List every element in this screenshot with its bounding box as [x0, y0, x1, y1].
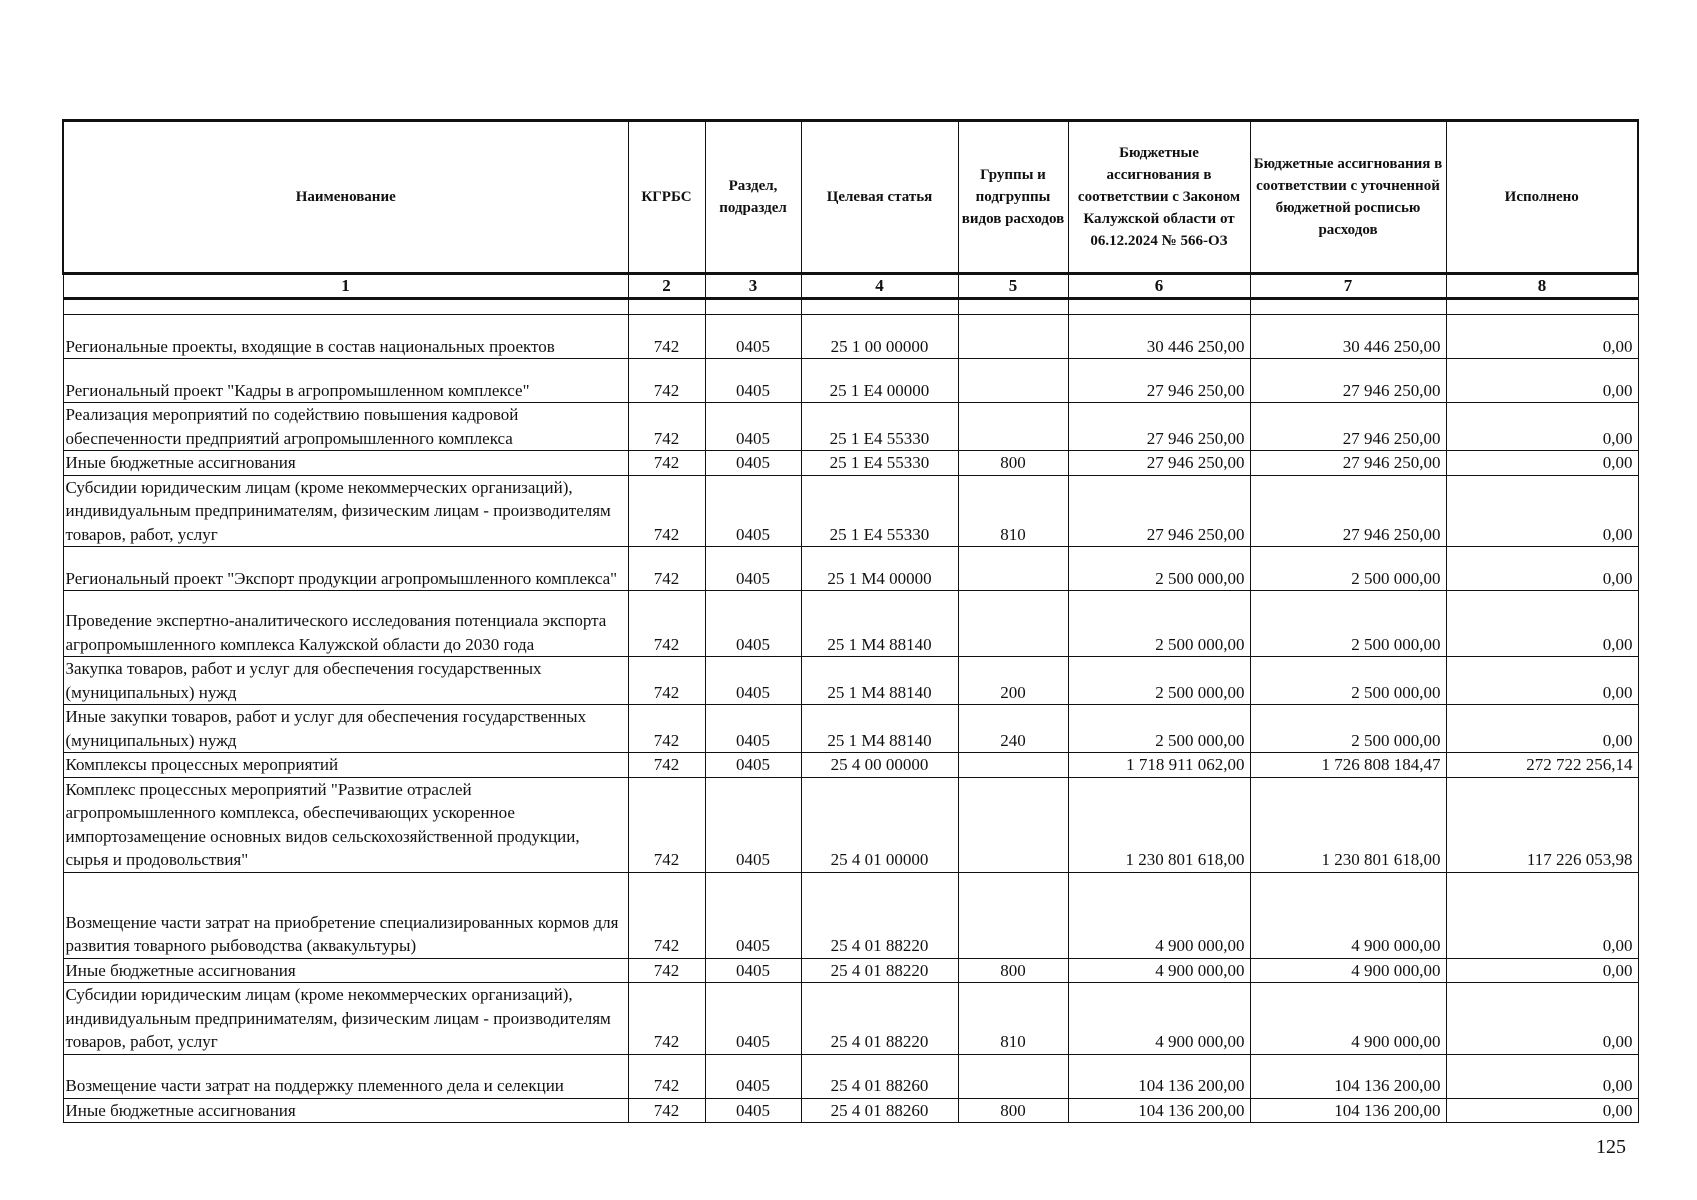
row-name: Региональный проект "Экспорт продукции агропромышленного комплекса" [63, 547, 628, 591]
column-number: 6 [1068, 274, 1250, 299]
row-celevaya-statya: 25 4 01 88260 [801, 1098, 958, 1123]
table-row [63, 958, 1638, 983]
row-razdel: 0405 [705, 1054, 801, 1098]
row-kgrbs: 742 [628, 403, 705, 451]
row-kgrbs: 742 [628, 359, 705, 403]
column-number: 3 [705, 274, 801, 299]
row-gruppa-rashodov: 800 [958, 958, 1068, 983]
row-kgrbs: 742 [628, 777, 705, 872]
table-row [63, 657, 1638, 705]
header-assignovaniya-zakon: Бюджетные ассигнования в соответствии с Законом Калужской области от 06.12.2024 № 566-ОЗ [1068, 121, 1250, 274]
row-razdel: 0405 [705, 315, 801, 359]
row-celevaya-statya: 25 1 М4 88140 [801, 657, 958, 705]
row-gruppa-rashodov [958, 547, 1068, 591]
row-assignovaniya-zakon: 4 900 000,00 [1068, 872, 1250, 958]
row-assignovaniya-rospis: 2 500 000,00 [1250, 547, 1446, 591]
row-celevaya-statya: 25 1 Е4 55330 [801, 403, 958, 451]
row-razdel: 0405 [705, 403, 801, 451]
row-name: Субсидии юридическим лицам (кроме некоммерческих организаций), индивидуальным предпринимателям, физическим лицам - производителям товаров, работ, услуг [63, 983, 628, 1055]
row-assignovaniya-zakon: 2 500 000,00 [1068, 705, 1250, 753]
row-assignovaniya-rospis: 2 500 000,00 [1250, 657, 1446, 705]
row-assignovaniya-zakon: 1 718 911 062,00 [1068, 753, 1250, 778]
row-gruppa-rashodov [958, 777, 1068, 872]
row-gruppa-rashodov [958, 872, 1068, 958]
row-celevaya-statya: 25 4 01 00000 [801, 777, 958, 872]
row-razdel: 0405 [705, 872, 801, 958]
row-ispolneno: 0,00 [1446, 657, 1638, 705]
row-celevaya-statya: 25 1 Е4 00000 [801, 359, 958, 403]
row-kgrbs: 742 [628, 475, 705, 547]
row-name: Комплекс процессных мероприятий "Развитие отраслей агропромышленного комплекса, обеспечивающих ускоренное импортозамещение основных видов сельскохозяйственной продукции, сырья и продовольствия" [63, 777, 628, 872]
row-razdel: 0405 [705, 359, 801, 403]
row-ispolneno: 0,00 [1446, 1054, 1638, 1098]
row-gruppa-rashodov [958, 359, 1068, 403]
row-name: Иные бюджетные ассигнования [63, 1098, 628, 1123]
row-name: Субсидии юридическим лицам (кроме некоммерческих организаций), индивидуальным предпринимателям, физическим лицам - производителям товаров, работ, услуг [63, 475, 628, 547]
row-assignovaniya-rospis: 30 446 250,00 [1250, 315, 1446, 359]
row-assignovaniya-rospis: 27 946 250,00 [1250, 451, 1446, 476]
row-razdel: 0405 [705, 753, 801, 778]
row-ispolneno: 0,00 [1446, 705, 1638, 753]
header-ispolneno: Исполнено [1446, 121, 1638, 274]
row-ispolneno: 272 722 256,14 [1446, 753, 1638, 778]
table-row [63, 872, 1638, 958]
row-assignovaniya-zakon: 27 946 250,00 [1068, 451, 1250, 476]
row-razdel: 0405 [705, 705, 801, 753]
row-celevaya-statya: 25 1 М4 88140 [801, 591, 958, 657]
header-kgrbs: КГРБС [628, 121, 705, 274]
table-row [63, 1054, 1638, 1098]
column-number: 1 [63, 274, 628, 299]
row-ispolneno: 0,00 [1446, 1098, 1638, 1123]
row-assignovaniya-zakon: 2 500 000,00 [1068, 591, 1250, 657]
row-razdel: 0405 [705, 591, 801, 657]
row-kgrbs: 742 [628, 872, 705, 958]
column-number: 5 [958, 274, 1068, 299]
row-celevaya-statya: 25 1 00 00000 [801, 315, 958, 359]
row-gruppa-rashodov: 810 [958, 983, 1068, 1055]
header-gruppy-vidov-rashodov: Группы и подгруппы видов расходов [958, 121, 1068, 274]
row-ispolneno: 0,00 [1446, 872, 1638, 958]
row-assignovaniya-zakon: 104 136 200,00 [1068, 1054, 1250, 1098]
row-ispolneno: 0,00 [1446, 403, 1638, 451]
row-kgrbs: 742 [628, 591, 705, 657]
row-ispolneno: 0,00 [1446, 315, 1638, 359]
table-row [63, 403, 1638, 451]
table-row [63, 451, 1638, 476]
row-assignovaniya-zakon: 27 946 250,00 [1068, 475, 1250, 547]
row-name: Проведение экспертно-аналитического исследования потенциала экспорта агропромышленного комплекса Калужской области до 2030 года [63, 591, 628, 657]
table-row [63, 983, 1638, 1055]
row-assignovaniya-zakon: 4 900 000,00 [1068, 958, 1250, 983]
row-gruppa-rashodov [958, 1054, 1068, 1098]
row-razdel: 0405 [705, 983, 801, 1055]
row-razdel: 0405 [705, 777, 801, 872]
row-assignovaniya-rospis: 27 946 250,00 [1250, 475, 1446, 547]
budget-table [62, 119, 1639, 1123]
row-assignovaniya-rospis: 2 500 000,00 [1250, 591, 1446, 657]
row-assignovaniya-rospis: 27 946 250,00 [1250, 359, 1446, 403]
header-assignovaniya-rospis: Бюджетные ассигнования в соответствии с уточненной бюджетной росписью расходов [1250, 121, 1446, 274]
row-celevaya-statya: 25 4 01 88220 [801, 983, 958, 1055]
row-gruppa-rashodov [958, 315, 1068, 359]
row-gruppa-rashodov: 200 [958, 657, 1068, 705]
table-row [63, 753, 1638, 778]
row-kgrbs: 742 [628, 1098, 705, 1123]
table-row [63, 1098, 1638, 1123]
row-celevaya-statya: 25 1 М4 88140 [801, 705, 958, 753]
row-kgrbs: 742 [628, 547, 705, 591]
row-razdel: 0405 [705, 958, 801, 983]
table-body [63, 299, 1638, 1123]
column-number: 7 [1250, 274, 1446, 299]
header-celevaya-statya: Целевая статья [801, 121, 958, 274]
column-number: 8 [1446, 274, 1638, 299]
table-row [63, 475, 1638, 547]
row-ispolneno: 0,00 [1446, 475, 1638, 547]
header-razdel: Раздел, подраздел [705, 121, 801, 274]
row-gruppa-rashodov [958, 403, 1068, 451]
row-celevaya-statya: 25 1 Е4 55330 [801, 451, 958, 476]
row-name: Региональные проекты, входящие в состав национальных проектов [63, 315, 628, 359]
row-assignovaniya-rospis: 1 230 801 618,00 [1250, 777, 1446, 872]
row-assignovaniya-zakon: 4 900 000,00 [1068, 983, 1250, 1055]
row-assignovaniya-zakon: 27 946 250,00 [1068, 359, 1250, 403]
row-name: Комплексы процессных мероприятий [63, 753, 628, 778]
row-assignovaniya-rospis: 1 726 808 184,47 [1250, 753, 1446, 778]
row-assignovaniya-rospis: 4 900 000,00 [1250, 983, 1446, 1055]
table-row [63, 547, 1638, 591]
row-celevaya-statya: 25 4 01 88260 [801, 1054, 958, 1098]
row-kgrbs: 742 [628, 958, 705, 983]
row-gruppa-rashodov: 800 [958, 1098, 1068, 1123]
row-ispolneno: 117 226 053,98 [1446, 777, 1638, 872]
row-razdel: 0405 [705, 657, 801, 705]
row-gruppa-rashodov: 810 [958, 475, 1068, 547]
row-kgrbs: 742 [628, 753, 705, 778]
header-name: Наименование [63, 121, 628, 274]
row-gruppa-rashodov: 800 [958, 451, 1068, 476]
row-celevaya-statya: 25 1 М4 00000 [801, 547, 958, 591]
row-ispolneno: 0,00 [1446, 359, 1638, 403]
row-assignovaniya-rospis: 4 900 000,00 [1250, 958, 1446, 983]
row-name: Иные бюджетные ассигнования [63, 958, 628, 983]
row-assignovaniya-rospis: 104 136 200,00 [1250, 1054, 1446, 1098]
row-kgrbs: 742 [628, 1054, 705, 1098]
column-number: 4 [801, 274, 958, 299]
row-celevaya-statya: 25 1 Е4 55330 [801, 475, 958, 547]
page-number: 125 [1596, 1136, 1626, 1158]
row-ispolneno: 0,00 [1446, 591, 1638, 657]
row-kgrbs: 742 [628, 451, 705, 476]
row-razdel: 0405 [705, 451, 801, 476]
row-razdel: 0405 [705, 475, 801, 547]
column-number: 2 [628, 274, 705, 299]
row-razdel: 0405 [705, 1098, 801, 1123]
row-assignovaniya-zakon: 104 136 200,00 [1068, 1098, 1250, 1123]
row-ispolneno: 0,00 [1446, 451, 1638, 476]
table-row [63, 777, 1638, 872]
row-assignovaniya-rospis: 4 900 000,00 [1250, 872, 1446, 958]
row-gruppa-rashodov [958, 591, 1068, 657]
row-name: Закупка товаров, работ и услуг для обеспечения государственных (муниципальных) нужд [63, 657, 628, 705]
table-row [63, 591, 1638, 657]
row-gruppa-rashodov: 240 [958, 705, 1068, 753]
row-assignovaniya-rospis: 104 136 200,00 [1250, 1098, 1446, 1123]
row-assignovaniya-zakon: 2 500 000,00 [1068, 657, 1250, 705]
row-name: Иные закупки товаров, работ и услуг для обеспечения государственных (муниципальных) нужд [63, 705, 628, 753]
row-kgrbs: 742 [628, 315, 705, 359]
table-row [63, 315, 1638, 359]
row-name: Реализация мероприятий по содействию повышения кадровой обеспеченности предприятий агропромышленного комплекса [63, 403, 628, 451]
table-row [63, 705, 1638, 753]
row-ispolneno: 0,00 [1446, 958, 1638, 983]
row-assignovaniya-zakon: 30 446 250,00 [1068, 315, 1250, 359]
row-name: Возмещение части затрат на поддержку племенного дела и селекции [63, 1054, 628, 1098]
budget-table-page [62, 119, 1637, 1123]
row-kgrbs: 742 [628, 983, 705, 1055]
row-assignovaniya-zakon: 27 946 250,00 [1068, 403, 1250, 451]
row-ispolneno: 0,00 [1446, 983, 1638, 1055]
row-name: Региональный проект "Кадры в агропромышленном комплексе" [63, 359, 628, 403]
row-celevaya-statya: 25 4 01 88220 [801, 958, 958, 983]
row-assignovaniya-zakon: 1 230 801 618,00 [1068, 777, 1250, 872]
table-header-row [63, 121, 1638, 274]
row-gruppa-rashodov [958, 753, 1068, 778]
row-kgrbs: 742 [628, 705, 705, 753]
row-celevaya-statya: 25 4 01 88220 [801, 872, 958, 958]
row-name: Иные бюджетные ассигнования [63, 451, 628, 476]
row-kgrbs: 742 [628, 657, 705, 705]
row-razdel: 0405 [705, 547, 801, 591]
row-celevaya-statya: 25 4 00 00000 [801, 753, 958, 778]
row-name: Возмещение части затрат на приобретение специализированных кормов для развития товарного рыбоводства (аквакультуры) [63, 872, 628, 958]
table-row [63, 359, 1638, 403]
column-number-row [63, 274, 1638, 299]
row-ispolneno: 0,00 [1446, 547, 1638, 591]
row-assignovaniya-zakon: 2 500 000,00 [1068, 547, 1250, 591]
row-assignovaniya-rospis: 27 946 250,00 [1250, 403, 1446, 451]
row-assignovaniya-rospis: 2 500 000,00 [1250, 705, 1446, 753]
spacer-row [63, 299, 1638, 315]
